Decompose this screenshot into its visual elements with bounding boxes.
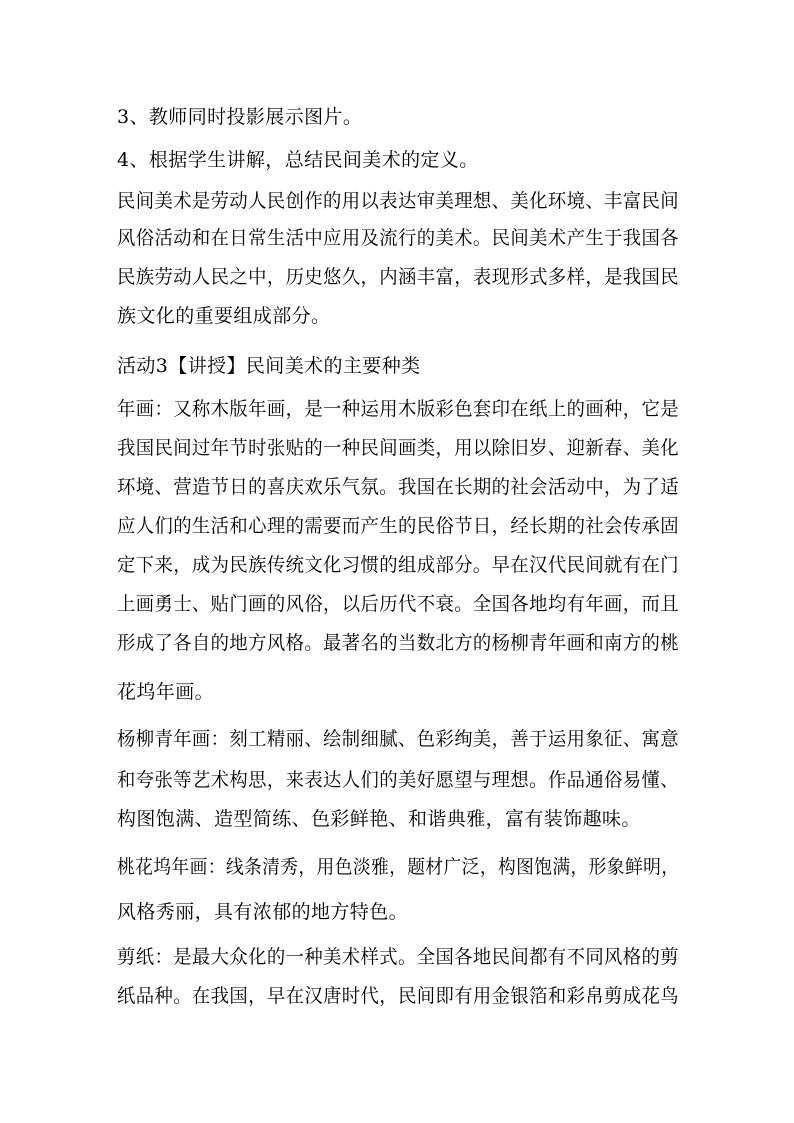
text-line: 4、根据学生讲解，总结民间美术的定义。	[117, 149, 479, 171]
text-line: 风俗活动和在日常生活中应用及流行的美术。民间美术产生于我国各	[117, 227, 679, 249]
text-line: 构图饱满、造型简练、色彩鲜艳、和谐典雅，富有装饰趣味。	[117, 808, 641, 830]
text-line: 和夸张等艺术构思，来表达人们的美好愿望与理想。作品通俗易懂、	[117, 769, 679, 791]
text-line: 剪纸：是最大众化的一种美术样式。全国各地民间都有不同风格的剪	[117, 946, 679, 968]
text-line: 花坞年画。	[117, 681, 215, 703]
text-line: 年画：又称木版年画，是一种运用木版彩色套印在纸上的画种，它是	[117, 398, 679, 420]
text-line: 民族劳动人民之中，历史悠久，内涵丰富，表现形式多样，是我国民	[117, 266, 679, 288]
text-line: 桃花坞年画：线条清秀，用色淡雅，题材广泛，构图饱满，形象鲜明，	[117, 856, 680, 878]
text-line: 应人们的生活和心理的需要而产生的民俗节日，经长期的社会传承固	[117, 515, 679, 537]
text-line: 杨柳青年画：刻工精丽、绘制细腻、色彩绚美，善于运用象征、寓意	[117, 728, 679, 750]
section-heading: 活动3【讲授】民间美术的主要种类	[117, 355, 421, 377]
text-line: 定下来，成为民族传统文化习惯的组成部分。早在汉代民间就有在门	[117, 554, 679, 576]
text-line: 形成了各自的地方风格。最著名的当数北方的杨柳青年画和南方的桃	[117, 632, 679, 654]
text-line: 民间美术是劳动人民创作的用以表达审美理想、美化环境、丰富民间	[117, 190, 679, 212]
text-line: 我国民间过年节时张贴的一种民间画类，用以除旧岁、迎新春、美化	[117, 437, 679, 459]
text-line: 上画勇士、贴门画的风俗，以后历代不衰。全国各地均有年画，而且	[117, 593, 679, 615]
text-line: 纸品种。在我国，早在汉唐时代，民间即有用金银箔和彩帛剪成花鸟	[117, 985, 679, 1007]
text-line: 3、教师同时投影展示图片。	[117, 106, 363, 128]
text-line: 族文化的重要组成部分。	[117, 305, 331, 327]
text-line: 风格秀丽，具有浓郁的地方特色。	[117, 901, 409, 923]
text-line: 环境、营造节日的喜庆欢乐气氛。我国在长期的社会活动中，为了适	[117, 476, 679, 498]
